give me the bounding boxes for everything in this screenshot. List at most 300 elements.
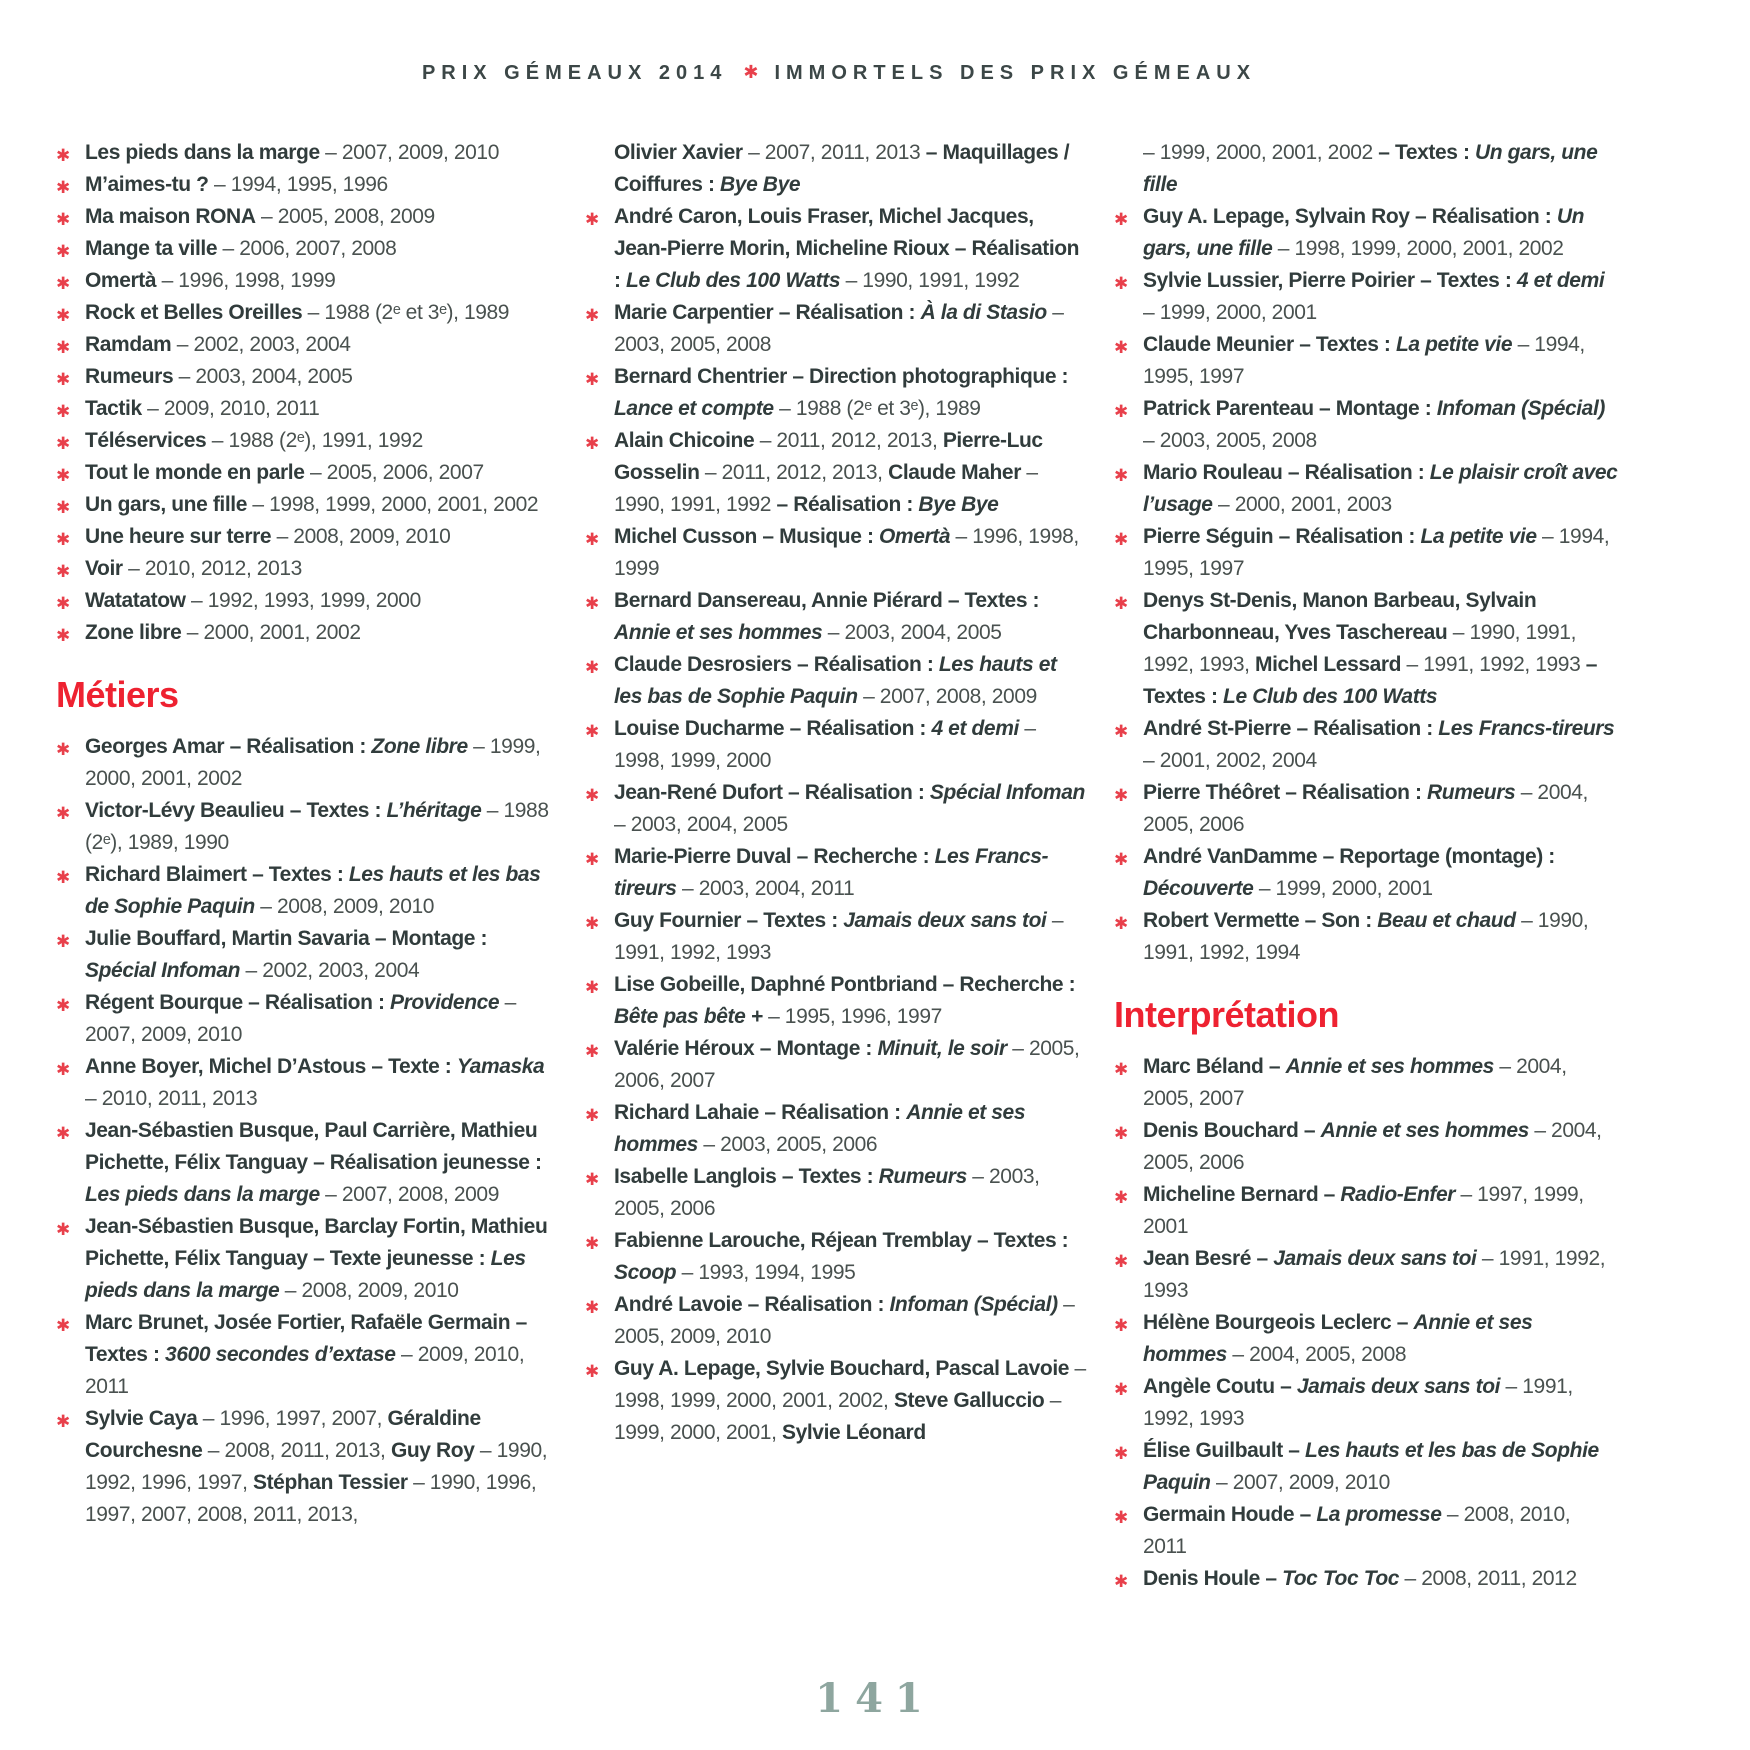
entry-name: Guy Fournier – Textes :: [614, 909, 844, 932]
entry-years: – 2001, 2002, 2004: [1143, 749, 1317, 772]
entry-years: – 1994, 1995, 1997: [1143, 525, 1610, 580]
list-entry: [56, 393, 561, 425]
star-bullet-icon: ✱: [1114, 1316, 1129, 1335]
star-bullet-icon: ✱: [56, 1220, 71, 1239]
list-entry: [56, 1115, 561, 1211]
list-entry: [56, 233, 561, 265]
star-bullet-icon: ✱: [585, 914, 600, 933]
show-title: Bye Bye: [720, 173, 801, 196]
show-title: Yamaska: [456, 1055, 545, 1078]
header-title-right: IMMORTELS DES PRIX GÉMEAUX: [774, 62, 1257, 84]
list-entry: [1114, 1243, 1619, 1307]
list-entry: [56, 521, 561, 553]
entry-name: Watatatow: [85, 589, 186, 612]
text-columns: [56, 137, 1622, 1595]
entry-name: Marie Carpentier – Réalisation :: [614, 301, 921, 324]
entry-name: Omertà: [85, 269, 157, 292]
entry-name: Bernard Dansereau, Annie Piérard – Textes :: [614, 589, 1040, 612]
list-entry: [585, 521, 1090, 585]
show-title: Beau et chaud: [1377, 909, 1516, 932]
star-bullet-icon: ✱: [585, 306, 600, 325]
entry-name: Steve Galluccio: [893, 1389, 1045, 1412]
list-entry: [56, 329, 561, 361]
entry-years: – 1998, 1999, 2000, 2001, 2002,: [614, 1357, 1086, 1412]
list-entry: [585, 777, 1090, 841]
star-bullet-icon: ✱: [56, 370, 71, 389]
entry-years: – 1996, 1998, 1999: [156, 269, 336, 292]
list-entry: [56, 489, 561, 521]
show-title: Infoman (Spécial): [1436, 397, 1605, 420]
show-title: La promesse: [1316, 1503, 1442, 1526]
entry-name: Tactik: [85, 397, 142, 420]
entry-years: – 1988 (2ᵉ), 1989, 1990: [85, 799, 549, 854]
entry-years: – 1990, 1991, 1992: [840, 269, 1020, 292]
show-title: 4 et demi: [1516, 269, 1605, 292]
list-entry: [585, 585, 1090, 649]
entry-name: André St-Pierre – Réalisation :: [1143, 717, 1439, 740]
entry-name: Patrick Parenteau – Montage :: [1143, 397, 1437, 420]
entry-years: – 1998, 1999, 2000: [614, 717, 1036, 772]
list-entry: [56, 425, 561, 457]
entry-name: Zone libre: [85, 621, 182, 644]
entry-years: – 2009, 2010, 2011: [85, 1343, 525, 1398]
entry-years: – 1988 (2ᵉ), 1991, 1992: [206, 429, 423, 452]
star-bullet-icon: ✱: [1114, 1188, 1129, 1207]
entry-name: – Réalisation :: [776, 493, 919, 516]
entry-name: Rock et Belles Oreilles: [85, 301, 303, 324]
list-entry: [1114, 841, 1619, 905]
show-title: Scoop: [614, 1261, 677, 1284]
column-3: [1114, 137, 1619, 1595]
list-entry: [56, 987, 561, 1051]
entry-years: – 2003, 2004, 2005: [614, 813, 788, 836]
star-bullet-icon: ✱: [1114, 1444, 1129, 1463]
show-title: Zone libre: [371, 735, 468, 758]
list-entry: [56, 553, 561, 585]
entry-years: – 2003, 2004, 2011: [676, 877, 855, 900]
entry-name: Georges Amar – Réalisation :: [85, 735, 372, 758]
show-title: Radio-Enfer: [1340, 1183, 1456, 1206]
entry-name: Jean-Sébastien Busque, Barclay Fortin, Mathieu Pichette, Félix Tanguay – Texte jeunesse :: [85, 1215, 548, 1270]
list-entry: [585, 425, 1090, 521]
star-bullet-icon: ✱: [585, 850, 600, 869]
show-title: 4 et demi: [931, 717, 1019, 740]
star-bullet-icon: ✱: [1114, 1252, 1129, 1271]
column-2: [585, 137, 1090, 1595]
entry-name: Valérie Héroux – Montage :: [614, 1037, 878, 1060]
entry-years: – 2003, 2005, 2008: [614, 301, 1064, 356]
list-entry: [56, 859, 561, 923]
entry-years: – 1992, 1993, 1999, 2000: [185, 589, 421, 612]
entry-years: – 1991, 1992, 1993: [1143, 1247, 1606, 1302]
entry-years: – 1999, 2000, 2001, 2002: [85, 735, 541, 790]
star-bullet-icon: ✱: [56, 594, 71, 613]
entry-years: – 2005, 2006, 2007: [304, 461, 484, 484]
list-entry: [1114, 1051, 1619, 1115]
entry-years: – 2007, 2008, 2009: [319, 1183, 499, 1206]
entry-name: Hélène Bourgeois Leclerc –: [1143, 1311, 1414, 1334]
list-entry: [585, 1033, 1090, 1097]
list-entry: [56, 617, 561, 649]
show-title: La petite vie: [1420, 525, 1537, 548]
star-bullet-icon: ✱: [56, 1412, 71, 1431]
show-title: Le Club des 100 Watts: [626, 269, 841, 292]
entry-name: Guy A. Lepage, Sylvie Bouchard, Pascal Lavoie: [614, 1357, 1070, 1380]
show-title: Les Francs-tireurs: [614, 845, 1049, 900]
list-entry: [56, 169, 561, 201]
star-bullet-icon: ✱: [56, 402, 71, 421]
star-bullet-icon: ✱: [585, 978, 600, 997]
entry-name: Claude Meunier – Textes :: [1143, 333, 1396, 356]
show-title: Annie et ses hommes: [614, 621, 823, 644]
entry-years: – 2008, 2011, 2013,: [202, 1439, 391, 1462]
star-bullet-icon: ✱: [56, 562, 71, 581]
entry-name: André Lavoie – Réalisation :: [614, 1293, 890, 1316]
entry-years: – 1990, 1991, 1992, 1994: [1143, 909, 1589, 964]
entry-years: – 2008, 2010, 2011: [1143, 1503, 1571, 1558]
show-title: Omertà: [878, 525, 951, 548]
entry-years: – 1999, 2000, 2001: [1253, 877, 1433, 900]
entry-name: – Maquillages / Coiffures :: [614, 141, 1070, 196]
star-bullet-icon: ✱: [585, 594, 600, 613]
show-title: Annie et ses hommes: [1320, 1119, 1529, 1142]
list-entry: [56, 1211, 561, 1307]
entry-name: André Caron, Louis Fraser, Michel Jacques, Jean-Pierre Morin, Micheline Rioux – Réalisation :: [614, 205, 1080, 292]
show-title: Rumeurs: [878, 1165, 967, 1188]
show-title: Annie et ses hommes: [1285, 1055, 1494, 1078]
entry-name: Les pieds dans la marge: [85, 141, 320, 164]
header-star-icon: ✱: [743, 62, 759, 82]
list-entry: [585, 713, 1090, 777]
entry-name: Pierre Séguin – Réalisation :: [1143, 525, 1421, 548]
list-entry: [1114, 1115, 1619, 1179]
list-entry: [585, 905, 1090, 969]
entry-years: – 1994, 1995, 1997: [1143, 333, 1585, 388]
show-title: Les pieds dans la marge: [85, 1247, 526, 1302]
entry-years: – 2007, 2008, 2009: [857, 685, 1037, 708]
show-title: Le plaisir croît avec l’usage: [1143, 461, 1618, 516]
entry-name: Micheline Bernard –: [1143, 1183, 1341, 1206]
list-entry: [585, 1353, 1090, 1449]
star-bullet-icon: ✱: [1114, 914, 1129, 933]
entry-name: Tout le monde en parle: [85, 461, 305, 484]
star-bullet-icon: ✱: [56, 178, 71, 197]
list-entry: [585, 1161, 1090, 1225]
section-heading: Interprétation: [1114, 994, 1340, 1035]
entry-years: – 1991, 1992, 1993: [614, 909, 1064, 964]
list-entry: [1114, 201, 1619, 265]
entry-name: Isabelle Langlois – Textes :: [614, 1165, 879, 1188]
star-bullet-icon: ✱: [1114, 786, 1129, 805]
star-bullet-icon: ✱: [1114, 722, 1129, 741]
entry-years: – 2011, 2012, 2013,: [699, 461, 889, 484]
star-bullet-icon: ✱: [56, 740, 71, 759]
header-title-left: PRIX GÉMEAUX 2014: [421, 62, 728, 84]
entry-name: Une heure sur terre: [85, 525, 272, 548]
entry-years: – 2000, 2001, 2002: [181, 621, 361, 644]
list-entry: [1114, 1179, 1619, 1243]
entry-name: Louise Ducharme – Réalisation :: [614, 717, 932, 740]
show-title: Jamais deux sans toi: [1273, 1247, 1477, 1270]
entry-name: Fabienne Larouche, Réjean Tremblay – Textes :: [614, 1229, 1069, 1252]
show-title: Les hauts et les bas de Sophie Paquin: [614, 653, 1057, 708]
list-entry: [1114, 585, 1619, 713]
list-entry: [56, 1307, 561, 1403]
entry-years: – 1991, 1992, 1993: [1401, 653, 1586, 676]
entry-name: Ma maison RONA: [85, 205, 256, 228]
entry-name: Denys St-Denis, Manon Barbeau, Sylvain Charbonneau, Yves Taschereau: [1143, 589, 1537, 644]
show-title: Annie et ses hommes: [614, 1101, 1026, 1156]
star-bullet-icon: ✱: [56, 338, 71, 357]
entry-name: Voir: [85, 557, 123, 580]
entry-name: Rumeurs: [85, 365, 174, 388]
list-entry: [56, 731, 561, 795]
list-entry: [585, 137, 1090, 201]
star-bullet-icon: ✱: [585, 658, 600, 677]
entry-name: Jean-René Dufort – Réalisation :: [614, 781, 930, 804]
entry-name: Claude Desrosiers – Réalisation :: [614, 653, 939, 676]
star-bullet-icon: ✱: [1114, 274, 1129, 293]
star-bullet-icon: ✱: [1114, 1124, 1129, 1143]
list-entry: [585, 361, 1090, 425]
entry-years: – 2008, 2009, 2010: [254, 895, 435, 918]
entry-name: Alain Chicoine: [614, 429, 755, 452]
entry-years: – 2003, 2004, 2005: [822, 621, 1002, 644]
entry-years: – 2008, 2011, 2012: [1399, 1567, 1577, 1590]
star-bullet-icon: ✱: [585, 1106, 600, 1125]
star-bullet-icon: ✱: [56, 274, 71, 293]
list-entry: [56, 297, 561, 329]
entry-name: Sylvie Léonard: [781, 1421, 926, 1444]
entry-years: – 2004, 2005, 2007: [1143, 1055, 1567, 1110]
list-entry: [1114, 1435, 1619, 1499]
entry-years: – 2004, 2005, 2006: [1143, 1119, 1602, 1174]
star-bullet-icon: ✱: [56, 868, 71, 887]
list-entry: [585, 201, 1090, 297]
show-title: Minuit, le soir: [877, 1037, 1007, 1060]
show-title: Jamais deux sans toi: [1296, 1375, 1501, 1398]
list-entry: [56, 1403, 561, 1531]
entry-years: – 2011, 2012, 2013,: [754, 429, 943, 452]
star-bullet-icon: ✱: [56, 530, 71, 549]
entry-years: – 1997, 1999, 2001: [1143, 1183, 1584, 1238]
list-entry: [1114, 393, 1619, 457]
show-title: À la di Stasio: [920, 301, 1047, 324]
entry-years: – 1990, 1991, 1992, 1993,: [1143, 621, 1577, 676]
entry-name: Stéphan Tessier: [252, 1471, 408, 1494]
star-bullet-icon: ✱: [1114, 530, 1129, 549]
entry-name: Angèle Coutu –: [1143, 1375, 1297, 1398]
list-entry: [585, 649, 1090, 713]
entry-name: Sylvie Caya: [85, 1407, 198, 1430]
list-entry: [1114, 1371, 1619, 1435]
entry-years: – 2008, 2009, 2010: [279, 1279, 459, 1302]
list-entry: [1114, 137, 1619, 201]
show-title: Rumeurs: [1427, 781, 1516, 804]
entry-name: Mange ta ville: [85, 237, 218, 260]
entry-years: – 2003, 2004, 2005: [173, 365, 353, 388]
list-entry: [1114, 521, 1619, 585]
star-bullet-icon: ✱: [56, 146, 71, 165]
show-title: Découverte: [1143, 877, 1254, 900]
entry-name: Guy Roy: [390, 1439, 475, 1462]
list-entry: [56, 923, 561, 987]
entry-name: Marc Brunet, Josée Fortier, Rafaële Germain – Textes :: [85, 1311, 527, 1366]
list-entry: [585, 841, 1090, 905]
star-bullet-icon: ✱: [56, 1316, 71, 1335]
entry-years: – 1998, 1999, 2000, 2001, 2002: [1272, 237, 1564, 260]
show-title: Les hauts et les bas de Sophie Paquin: [85, 863, 541, 918]
list-entry: [1114, 1307, 1619, 1371]
star-bullet-icon: ✱: [585, 1298, 600, 1317]
entry-years: – 2003, 2005, 2006: [697, 1133, 878, 1156]
list-entry: [56, 795, 561, 859]
entry-years: – 1996, 1998, 1999: [614, 525, 1079, 580]
entry-years: – 1994, 1995, 1996: [208, 173, 388, 196]
show-title: Spécial Infoman: [85, 959, 241, 982]
show-title: Bye Bye: [918, 493, 999, 516]
list-entry: [585, 297, 1090, 361]
entry-years: – 2003, 2005, 2006: [614, 1165, 1040, 1220]
star-bullet-icon: ✱: [1114, 1380, 1129, 1399]
entry-name: Victor-Lévy Beaulieu – Textes :: [85, 799, 387, 822]
entry-years: – 2008, 2009, 2010: [271, 525, 451, 548]
entry-years: – 2006, 2007, 2008: [217, 237, 397, 260]
entry-years: – 2007, 2009, 2010: [85, 991, 516, 1046]
star-bullet-icon: ✱: [1114, 338, 1129, 357]
entry-name: Ramdam: [85, 333, 172, 356]
star-bullet-icon: ✱: [56, 626, 71, 645]
entry-years: – 2007, 2011, 2013: [742, 141, 926, 164]
star-bullet-icon: ✱: [585, 434, 600, 453]
entry-name: Denis Bouchard –: [1143, 1119, 1321, 1142]
list-entry: [1114, 777, 1619, 841]
entry-name: André VanDamme – Reportage (montage) :: [1143, 845, 1555, 868]
page-header: [56, 62, 1622, 85]
show-title: Jamais deux sans toi: [843, 909, 1047, 932]
section-heading: Métiers: [56, 674, 179, 715]
entry-name: Bernard Chentrier – Direction photographique :: [614, 365, 1069, 388]
star-bullet-icon: ✱: [56, 1060, 71, 1079]
star-bullet-icon: ✱: [585, 1234, 600, 1253]
show-title: Les Francs-tireurs: [1438, 717, 1615, 740]
entry-years: – 2002, 2003, 2004: [171, 333, 351, 356]
entry-name: Lise Gobeille, Daphné Pontbriand – Recherche :: [614, 973, 1076, 996]
entry-years: – 2005, 2008, 2009: [255, 205, 435, 228]
star-bullet-icon: ✱: [585, 1170, 600, 1189]
list-entry: [56, 1051, 561, 1115]
entry-years: – 1995, 1996, 1997: [762, 1005, 942, 1028]
entry-name: Denis Houle –: [1143, 1567, 1283, 1590]
entry-name: Pierre-Luc Gosselin: [614, 429, 1043, 484]
entry-name: Claude Maher: [888, 461, 1021, 484]
show-title: Bête pas bête +: [614, 1005, 763, 1028]
list-entry: [585, 1225, 1090, 1289]
entry-name: Julie Bouffard, Martin Savaria – Montage :: [85, 927, 488, 950]
entry-name: Richard Lahaie – Réalisation :: [614, 1101, 907, 1124]
star-bullet-icon: ✱: [585, 370, 600, 389]
show-title: 3600 secondes d’extase: [165, 1343, 396, 1366]
list-entry: [1114, 1499, 1619, 1563]
entry-years: – 1988 (2ᵉ et 3ᵉ), 1989: [302, 301, 510, 324]
entry-years: – 2003, 2005, 2008: [1143, 429, 1317, 452]
entry-name: Jean-Sébastien Busque, Paul Carrière, Mathieu Pichette, Félix Tanguay – Réalisation jeunesse :: [85, 1119, 542, 1174]
star-bullet-icon: ✱: [585, 1042, 600, 1061]
list-entry: [585, 1097, 1090, 1161]
list-entry: [56, 361, 561, 393]
entry-years: – 2010, 2012, 2013: [122, 557, 302, 580]
entry-years: – 1993, 1994, 1995: [676, 1261, 856, 1284]
entry-name: Germain Houde –: [1143, 1503, 1317, 1526]
column-1: [56, 137, 561, 1595]
show-title: Toc Toc Toc: [1282, 1567, 1400, 1590]
entry-name: Élise Guilbault –: [1143, 1439, 1306, 1462]
star-bullet-icon: ✱: [1114, 466, 1129, 485]
show-title: Spécial Infoman: [929, 781, 1085, 804]
list-entry: [1114, 457, 1619, 521]
show-title: Un gars, une fille: [1143, 205, 1585, 260]
star-bullet-icon: ✱: [56, 804, 71, 823]
entry-name: Richard Blaimert – Textes :: [85, 863, 349, 886]
list-entry: [1114, 265, 1619, 329]
star-bullet-icon: ✱: [585, 786, 600, 805]
list-entry: [1114, 1563, 1619, 1595]
entry-years: – 1990, 1991, 1992: [614, 461, 1038, 516]
entry-name: Mario Rouleau – Réalisation :: [1143, 461, 1430, 484]
star-bullet-icon: ✱: [56, 996, 71, 1015]
star-bullet-icon: ✱: [56, 434, 71, 453]
entry-name: M’aimes-tu ?: [85, 173, 209, 196]
entry-years: – 2009, 2010, 2011: [141, 397, 320, 420]
entry-years: – 2007, 2009, 2010: [319, 141, 499, 164]
star-bullet-icon: ✱: [1114, 1060, 1129, 1079]
entry-years: – 2010, 2011, 2013: [85, 1087, 258, 1110]
list-entry: [56, 201, 561, 233]
entry-years: – 1999, 2000, 2001: [1143, 301, 1317, 324]
entry-years: – 2004, 2005, 2006: [1143, 781, 1588, 836]
entry-years: – 1998, 1999, 2000, 2001, 2002: [247, 493, 539, 516]
entry-name: Marie-Pierre Duval – Recherche :: [614, 845, 935, 868]
star-bullet-icon: ✱: [1114, 402, 1129, 421]
entry-name: Michel Lessard: [1254, 653, 1402, 676]
show-title: Providence: [389, 991, 500, 1014]
star-bullet-icon: ✱: [1114, 850, 1129, 869]
entry-years: – 1990, 1992, 1996, 1997,: [85, 1439, 548, 1494]
entry-name: Pierre Théôret – Réalisation :: [1143, 781, 1428, 804]
star-bullet-icon: ✱: [56, 1124, 71, 1143]
entry-name: Jean Besré –: [1143, 1247, 1274, 1270]
star-bullet-icon: ✱: [585, 210, 600, 229]
entry-name: Téléservices: [85, 429, 207, 452]
show-title: Un gars, une fille: [1143, 141, 1598, 196]
list-entry: [56, 585, 561, 617]
star-bullet-icon: ✱: [1114, 594, 1129, 613]
entry-name: Olivier Xavier: [614, 141, 743, 164]
entry-name: Michel Cusson – Musique :: [614, 525, 879, 548]
entry-name: Géraldine Courchesne: [85, 1407, 481, 1462]
star-bullet-icon: ✱: [1114, 210, 1129, 229]
entry-years: – 1991, 1992, 1993: [1143, 1375, 1573, 1430]
entry-years: – 1999, 2000, 2001,: [614, 1389, 1062, 1444]
list-entry: [585, 1289, 1090, 1353]
entry-years: – 2005, 2009, 2010: [614, 1293, 1075, 1348]
list-entry: [1114, 329, 1619, 393]
entry-years: – 2005, 2006, 2007: [614, 1037, 1080, 1092]
show-title: Annie et ses hommes: [1143, 1311, 1533, 1366]
show-title: Les pieds dans la marge: [85, 1183, 320, 1206]
entry-years: – 1990, 1996, 1997, 2007, 2008, 2011, 2013,: [85, 1471, 537, 1526]
star-bullet-icon: ✱: [56, 210, 71, 229]
